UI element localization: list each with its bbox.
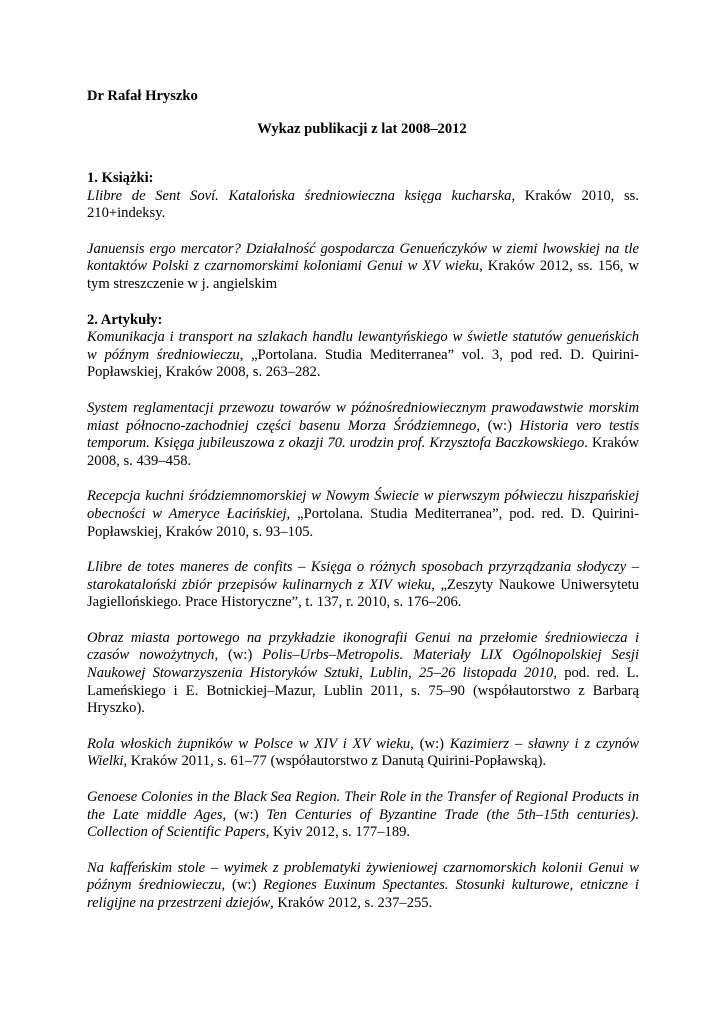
section-heading: 1. Książki: [87, 170, 154, 186]
publication-title-italic: System reglamentacji przewozu towarów w późnośredniowiecznym prawodawstwie morskim miast północno-zachodniej części basenu Morza Śródziemnego [87, 399, 639, 434]
publication-details: , (w:) [222, 806, 267, 823]
publication-title-italic: Na kaffeńskim stole – wyimek z problematyki żywieniowej czarnomorskich kolonii Genui w późnym średniowieczu [87, 859, 639, 894]
publication-details: . Kraków 2008, s. 439–458. [87, 435, 639, 469]
publication-title-italic: Rola włoskich żupników w Polsce w XIV i XV wieku [87, 735, 411, 752]
publication-entry [87, 630, 639, 718]
publication-title-italic: Komunikacja i transport na szlakach handlu lewantyńskiego w świetle statutów genueńskich w późnym średniowieczu [87, 329, 639, 363]
publication-details: , Kraków 2010, ss. 210+indeksy. [87, 187, 639, 222]
publication-title-italic: Genoese Colonies in the Black Sea Region. Their Role in the Transfer of Regional Products in the Late middle Ages [87, 789, 639, 823]
publication-title-italic: Ten Centuries of Byzantine Trade (the 5th–15th centuries). Collection of Scientific Papers [87, 806, 640, 841]
publication-title-italic: Llibre de Sent Soví. Katalońska średniowieczna księga kucharska [87, 187, 512, 204]
publication-entry [87, 329, 639, 382]
publication-details: , „Portolana. Studia Mediterranea” vol. 3, pod red. D. Quirini-Popławskiej, Kraków 2008, s. 263–282. [87, 346, 639, 381]
section-heading: 2. Artykuły: [87, 311, 163, 328]
publication-details: , Kraków 2012, ss. 156, w tym streszczenie w j. angielskim [87, 258, 640, 292]
publication-title-italic: Obraz miasta portowego na przykładzie ikonografii Genui na przełomie średniowiecza i czasów nowożytnych [87, 629, 639, 664]
publication-entry [87, 789, 639, 842]
publication-details: , „Zeszyty Naukowe Uniwersytetu Jagiellońskiego. Prace Historyczne”, t. 137, r. 2010, s. 176–206. [87, 576, 639, 611]
publication-details: , Kyiv 2012, s. 177–189. [265, 824, 411, 841]
publication-title-italic: Historia vero testis temporum. Księga jubileuszowa z okazji 70. urodzin prof. Krzysztofa Baczkowskiego [87, 417, 639, 452]
publication-details: , (w:) [476, 417, 520, 434]
publication-entry [87, 736, 639, 771]
publication-details: , Kraków 2011, s. 61–77 (współautorstwo z Danutą Quirini-Popławską). [123, 753, 547, 770]
author-name: Dr Rafał Hryszko [87, 88, 198, 104]
publication-details: , (w:) [410, 735, 450, 752]
publication-entry [87, 860, 639, 913]
publication-title-italic: Regiones Euxinum Spectantes. Stosunki kulturowe, etniczne i religijne na przestrzeni dziejów [87, 877, 639, 911]
publication-list [87, 170, 639, 931]
publication-details: , (w:) [221, 877, 264, 894]
document-title: Wykaz publikacji z lat 2008–2012 [257, 121, 467, 137]
publication-entry [87, 241, 639, 294]
publication-section [87, 312, 639, 913]
publication-entry [87, 188, 639, 223]
publication-title-italic: Kazimierz – sławny i z czynów Wielki [87, 735, 640, 770]
publication-title-italic: Llibre de totes maneres de confits – Księga o różnych sposobach przyrządzania słodyczy – starokataloński zbiór przepisów kulinarnych z XIV wieku [87, 559, 639, 593]
publication-details: , Kraków 2012, s. 237–255. [270, 895, 433, 911]
publication-title-italic: Januensis ergo mercator? Działalność gospodarcza Genueńczyków w ziemi lwowskiej na tle kontaktów Polski z czarnomorskimi koloniami Genui w XV wieku [87, 240, 639, 275]
publication-entry [87, 488, 639, 541]
publication-details: , „Portolana. Studia Mediterranea”, pod. red. D. Quirini-Popławskiej, Kraków 2010, s. 93–105. [87, 505, 639, 540]
publication-entry [87, 400, 639, 470]
publication-title-italic: Polis–Urbs–Metropolis. Materiały LIX Ogólnopolskiej Sesji Naukowej Stowarzyszenia Historyków Sztuki, Lublin, 25–26 listopada 2010 [87, 647, 639, 682]
publication-details: , (w:) [214, 647, 263, 664]
publication-section [87, 170, 639, 294]
publication-details: , pod. red. L. Lameńskiego i E. Botnickiej–Mazur, Lublin 2011, s. 75–90 (współautorstwo z Barbarą Hryszko). [87, 665, 640, 717]
publication-title-italic: Recepcja kuchni śródziemnomorskiej w Nowym Świecie w pierwszym półwieczu hiszpańskiej obecności w Ameryce Łacińskiej [87, 488, 639, 522]
publication-entry [87, 559, 639, 612]
